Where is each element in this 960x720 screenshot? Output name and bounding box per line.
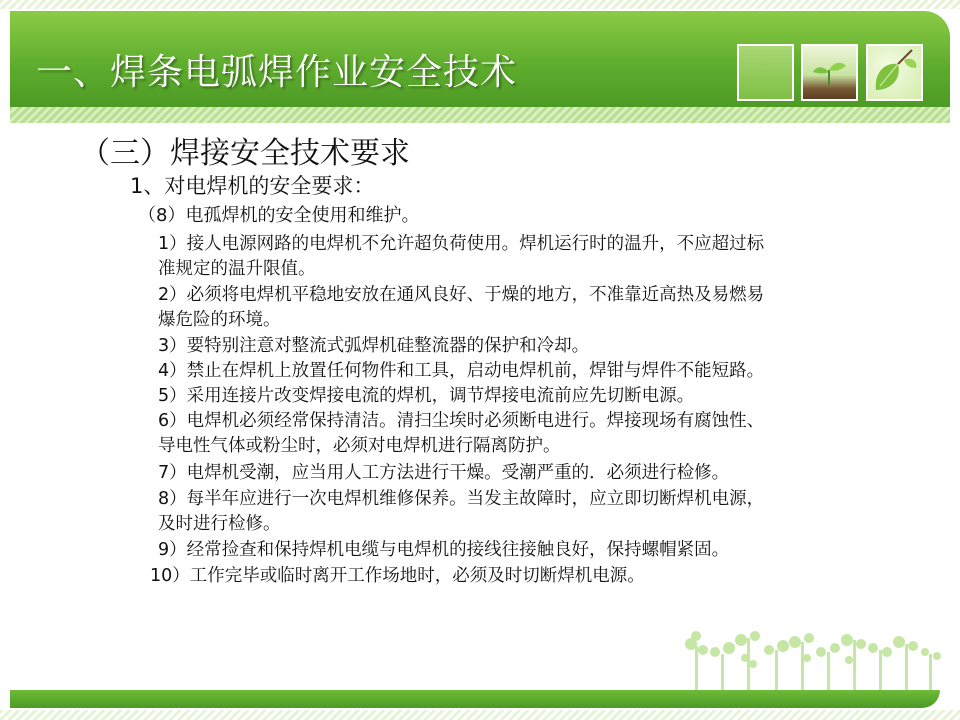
plants-silhouette-icon <box>685 628 945 696</box>
body-line: 3）要特别注意对整流式弧焊机硅整流器的保护和冷却。 <box>158 336 590 356</box>
body-line: 9）经常捡查和保持焊机电缆与电焊机的接线往接触良好，保持螺帽紧固。 <box>158 540 730 560</box>
slide-title: 一、焊条电弧焊作业安全技术 <box>36 52 518 93</box>
body-line: 2）必须将电焊机平稳地安放在通风良好、于燥的地方，不准靠近高热及易燃易 <box>158 285 765 305</box>
body-line: 1）接人电源网路的电焊机不允许超负荷使用。焊机运行时的温升，不应超过标 <box>158 234 765 254</box>
body-line: 爆危险的环境。 <box>158 310 281 330</box>
bottom-stripe <box>0 710 960 720</box>
subsection-heading: 1、对电焊机的安全要求： <box>130 174 375 198</box>
body-line: 准规定的温升限值。 <box>158 259 316 279</box>
body-line: 5）采用连接片改变焊接电流的焊机，调节焊接电流前应先切断电源。 <box>158 386 695 406</box>
item-heading: （8）电孤焊机的安全使用和维护。 <box>138 205 420 226</box>
body-line: 10）工作完毕或临时离开工作场地时，必须及时切断焊机电源。 <box>150 566 645 586</box>
footer-bar <box>10 690 940 708</box>
body-line: 及时进行检修。 <box>158 514 281 534</box>
body-line: 8）每半年应进行一次电焊机维修保养。当发主故障时，应立即切断焊机电源， <box>158 489 765 509</box>
body-line: 6）电焊机必须经常保持清洁。清扫尘埃时必须断电进行。焊接现场有腐蚀性、 <box>158 411 765 431</box>
body-line: 导电性气体或粉尘时，必须对电焊机进行隔离防护。 <box>158 436 561 456</box>
body-line: 7）电焊机受潮，应当用人工方法进行干燥。受潮严重的．必须进行检修。 <box>158 463 730 483</box>
body-line: 4）禁止在焊机上放置任何物件和工具，启动电焊机前，焊钳与焊件不能短路。 <box>158 361 765 381</box>
section-heading: （三）焊接安全技术要求 <box>80 136 410 171</box>
